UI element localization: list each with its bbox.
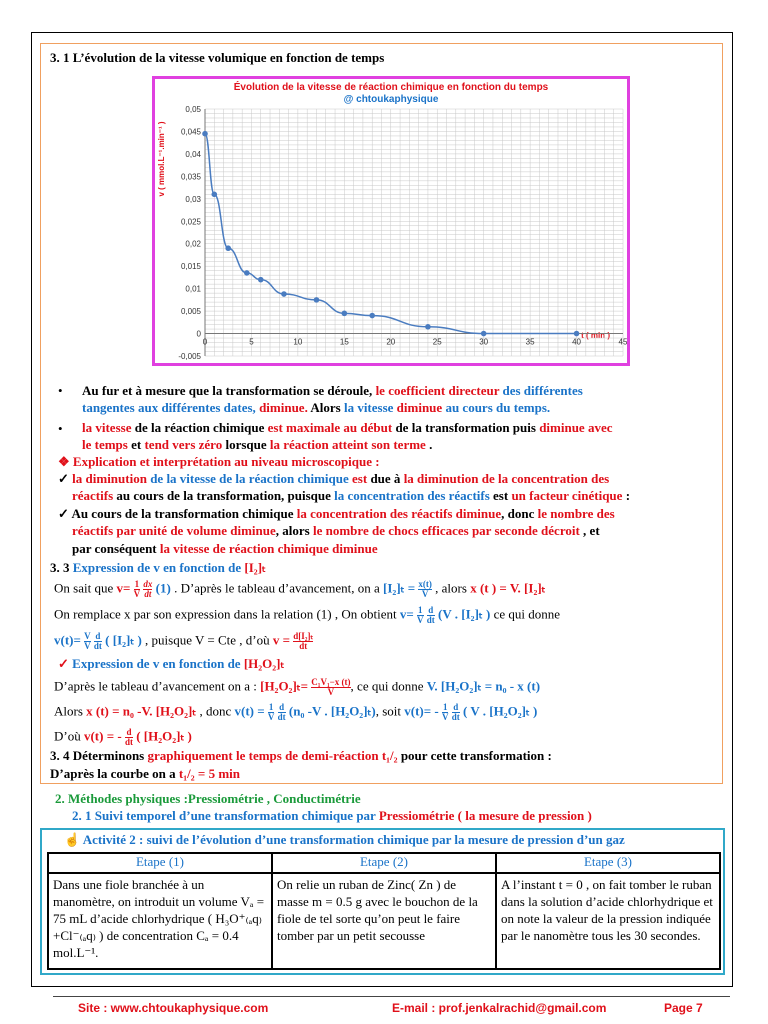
text: et <box>127 437 145 452</box>
text: la diminution de la concentration des <box>403 471 610 486</box>
text: : <box>622 488 631 503</box>
text: V <box>84 631 91 641</box>
text: au cours de la transformation, puisque <box>113 488 335 503</box>
chart-title: Évolution de la vitesse de réaction chimique en fonction du temps <box>233 82 549 93</box>
text: D’où <box>54 728 84 744</box>
x-tick-label: 45 <box>618 337 627 347</box>
data-point <box>314 297 320 303</box>
text: Expression de v en fonction de <box>69 560 245 575</box>
text: dt <box>277 712 286 722</box>
text: 3. 3 <box>50 560 70 575</box>
y-tick-label: 0,03 <box>185 194 201 204</box>
x-tick-label: 40 <box>572 337 582 347</box>
text: , alors <box>275 523 313 538</box>
x-tick-label: 35 <box>525 337 535 347</box>
x-tick-label: 20 <box>386 337 396 347</box>
explication-heading <box>58 454 380 470</box>
text: Alors <box>54 703 87 719</box>
text: On sait que <box>54 580 117 596</box>
section-2-1-title <box>72 808 592 824</box>
data-point <box>574 331 580 337</box>
chart-x-ticks <box>203 338 627 347</box>
data-point <box>342 311 348 317</box>
text: V <box>421 589 429 599</box>
text: 1 <box>134 579 140 589</box>
steps-table <box>47 852 721 970</box>
data-point <box>481 331 487 337</box>
text: (1) <box>152 580 171 596</box>
data-point <box>202 131 208 137</box>
text: . <box>425 437 433 452</box>
x-tick-label: 30 <box>479 337 489 347</box>
x-tick-label: 0 <box>202 337 208 347</box>
y-tick-label: 0,04 <box>185 149 201 159</box>
text: v(t)= - <box>404 703 442 719</box>
activity-title <box>64 832 625 848</box>
text: [H₂O₂]ₜ <box>243 656 285 671</box>
chart-y-label: v ( mmol.L⁻¹.min⁻¹ ) <box>157 121 166 197</box>
diamond-icon: ❖ <box>58 454 73 469</box>
text: V <box>441 712 449 722</box>
text: la vitesse <box>82 420 132 435</box>
text: v = <box>272 632 294 648</box>
bullet-1-line-1 <box>82 383 583 399</box>
bullet-dot: • <box>58 421 63 436</box>
bullet-1-line-2 <box>82 400 550 416</box>
s33b-line-1 <box>54 678 540 697</box>
text: Au fur et à mesure que la transformation se déroule, <box>82 383 376 398</box>
x-tick-label: 10 <box>293 337 303 347</box>
section-3-3-title <box>50 560 266 576</box>
text: Déterminons <box>69 748 148 763</box>
y-tick-label: 0,045 <box>180 127 201 137</box>
section-3-1-title: 3. 1 L’évolution de la vitesse volumique en fonction de temps <box>50 50 385 65</box>
text: V <box>84 641 91 651</box>
check-icon: ✓ <box>58 656 73 671</box>
text: Pressiométrie ( la mesure de pression ) <box>378 808 592 823</box>
text: V. [H₂O₂]ₜ = n₀ - x (t) <box>426 678 541 694</box>
x-tick-label: 5 <box>249 337 254 347</box>
s33b-title <box>58 656 284 672</box>
y-tick-label: 0,02 <box>185 239 201 249</box>
text: des différentes <box>499 383 583 398</box>
chart-subtitle: @ chtoukaphysique <box>343 94 439 105</box>
text: graphiquement le temps de demi-réaction t₁/₂ <box>147 748 398 763</box>
footer-site[interactable]: Site : www.chtoukaphysique.com <box>78 1001 269 1015</box>
text: dt <box>144 589 152 599</box>
text: x(t) <box>418 579 432 589</box>
text: la concentration des réactifs diminue <box>296 506 502 521</box>
text: un facteur cinétique <box>511 488 623 503</box>
table-cell: A l’instant t = 0 , on fait tomber le ruban dans la solution d’acide chlorhydrique et on note la valeur de la pression indiquée par le nanomètre tous les 30 secondes. <box>496 873 720 969</box>
text: V <box>133 589 141 599</box>
y-tick-label: 0,035 <box>180 172 201 182</box>
fraction <box>442 703 449 722</box>
s33b-line-2 <box>54 703 537 722</box>
bullet-2-line-2 <box>82 437 432 453</box>
text: d <box>95 631 101 641</box>
fraction <box>311 678 350 697</box>
text: d <box>126 727 132 737</box>
text: 1 <box>418 605 423 615</box>
text: de la transformation puis <box>392 420 540 435</box>
text: ( [H₂O₂]ₜ ) <box>132 728 192 744</box>
text: due à <box>367 471 404 486</box>
text: On remplace x par son expression dans la relation (1) , On obtient <box>54 606 400 622</box>
text: diminue avec <box>539 420 613 435</box>
text: ( V . [H₂O₂]ₜ ) <box>459 703 538 719</box>
checklist-1-line-1 <box>58 471 609 487</box>
text: C₁V₁−x (t) <box>311 677 351 687</box>
hand-pointer-icon: ☝ <box>64 832 83 847</box>
text: V <box>417 615 424 625</box>
text: le nombre des <box>537 506 615 521</box>
text: V <box>267 712 275 722</box>
text: (V . [I₂]ₜ ) <box>434 606 491 622</box>
text: 1 <box>268 702 274 712</box>
checklist-2-line-2 <box>72 523 600 539</box>
x-tick-label: 15 <box>339 337 349 347</box>
text: la vitesse de réaction chimique diminue <box>159 541 378 556</box>
text: pour cette transformation : <box>397 748 552 763</box>
text: v(t) = <box>234 703 268 719</box>
text: dt <box>451 712 460 722</box>
text: réactifs <box>72 488 114 503</box>
check-icon: ✓ <box>58 506 72 521</box>
s33b-line-3 <box>54 728 192 747</box>
text: (n₀ -V . [H₂O₂]ₜ) <box>285 703 376 719</box>
text: v(t) = - <box>83 728 125 744</box>
table-header-row <box>48 853 720 873</box>
section-3-4-line-2 <box>50 766 240 782</box>
text: 1 <box>442 702 448 712</box>
text: V <box>327 687 335 697</box>
text: lorsque <box>222 437 270 452</box>
text: d <box>428 605 434 615</box>
table-cell: On relie un ruban de Zinc( Zn ) de masse m = 0.5 g avec le bouchon de la fiole de tel sorte qu’on peut le faire tomber par un petit secousse <box>272 873 496 969</box>
text: dx <box>143 579 153 589</box>
chart-x-label: t ( min ) <box>581 331 610 340</box>
velocity-chart <box>155 79 627 363</box>
text: diminue. <box>259 400 308 415</box>
text: . D’après le tableau d’avancement, on a <box>170 580 384 596</box>
text: est <box>352 471 368 486</box>
fraction <box>125 728 133 747</box>
text: t₁/₂ = 5 min <box>178 766 240 781</box>
text: Expression de v en fonction de <box>72 656 244 671</box>
text: Activité 2 : suivi de l’évolution d’une transformation chimique par la mesure de pression d’un gaz <box>82 832 625 847</box>
fraction <box>452 703 460 722</box>
text: [I₂]ₜ = <box>383 580 419 596</box>
table-cell: Dans une fiole branchée à un manomètre, on introduit un volume Vₐ = 75 mL d’acide chlorhydrique ( H₃O⁺₍ₐq₎+Cl⁻₍ₐq₎ ) de concentration Cₐ = 0.4 mol.L⁻¹. <box>48 873 272 969</box>
text: D’après la courbe on a <box>50 766 179 781</box>
table-header: Etape (2) <box>272 853 496 873</box>
text: d <box>279 702 285 712</box>
fraction <box>278 703 286 722</box>
text: x (t ) = V. [I₂]ₜ <box>470 580 546 596</box>
fraction <box>84 632 91 651</box>
fraction <box>418 580 432 599</box>
text: la concentration des réactifs <box>334 488 490 503</box>
text: d[I₂]ₜ <box>293 631 314 641</box>
y-tick-label: -0,005 <box>178 352 201 361</box>
text: dt <box>426 615 435 625</box>
s33-line-3 <box>54 632 313 651</box>
y-tick-label: 0,025 <box>180 217 201 227</box>
text: le temps <box>82 437 128 452</box>
text: , alors <box>431 580 471 596</box>
text: dt <box>124 737 133 747</box>
data-point <box>258 277 264 283</box>
text: Alors <box>307 400 344 415</box>
text: ce qui donne <box>490 606 560 622</box>
section-3-4-title <box>50 748 552 764</box>
text: le nombre de chocs efficaces par seconde décroit <box>312 523 580 538</box>
check-icon: ✓ <box>58 471 73 486</box>
text: réactifs par unité de volume diminue <box>72 523 276 538</box>
table-header: Etape (1) <box>48 853 272 873</box>
text: tangentes aux différentes dates, <box>82 400 260 415</box>
text: d <box>453 702 459 712</box>
y-tick-label: 0,005 <box>180 307 201 317</box>
fraction <box>94 632 102 651</box>
text: Explication et interprétation au niveau microscopique : <box>72 454 380 469</box>
s33-line-2 <box>54 606 560 625</box>
footer-page: Page 7 <box>664 1001 703 1015</box>
s33-line-1 <box>54 580 546 599</box>
text: D’après le tableau d’avancement on a : <box>54 678 261 694</box>
y-tick-label: 0 <box>196 329 201 339</box>
text: dt <box>93 641 102 651</box>
text: la vitesse <box>343 400 394 415</box>
chart-grid <box>202 109 623 356</box>
checklist-2-line-3 <box>72 541 378 557</box>
data-point <box>211 192 217 198</box>
footer-email[interactable]: E-mail : prof.jenkalrachid@gmail.com <box>392 1001 607 1015</box>
data-point <box>225 245 231 251</box>
text: , et <box>579 523 600 538</box>
text: le coefficient directeur <box>375 383 500 398</box>
data-point <box>369 313 375 319</box>
text: la diminution <box>72 471 147 486</box>
text: diminue <box>393 400 443 415</box>
text: par conséquent <box>72 541 160 556</box>
text: de la réaction chimique <box>131 420 268 435</box>
bullet-dot: • <box>58 383 63 398</box>
text: de la vitesse de la réaction chimique <box>146 471 353 486</box>
text: tend vers zéro <box>144 437 223 452</box>
footer-rule <box>53 996 730 997</box>
chart-y-ticks <box>178 105 201 361</box>
chart-frame <box>152 76 630 366</box>
table-row <box>48 873 720 969</box>
text: v= <box>399 606 418 622</box>
y-tick-label: 0,01 <box>185 284 201 294</box>
checklist-1-line-2 <box>72 488 630 504</box>
text: dt <box>299 641 308 651</box>
table-header: Etape (3) <box>496 853 720 873</box>
text: [I₂]ₜ <box>244 560 266 575</box>
text: Au cours de la transformation chimique <box>71 506 297 521</box>
fraction <box>293 632 313 651</box>
y-tick-label: 0,05 <box>185 105 201 114</box>
text: la réaction atteint son terme <box>269 437 426 452</box>
text: [H₂O₂]ₜ= <box>260 678 312 694</box>
section-2-title: 2. Méthodes physiques :Pressiométrie , Conductimétrie <box>55 791 361 806</box>
data-point <box>244 270 250 276</box>
x-tick-label: 25 <box>432 337 442 347</box>
fraction <box>134 580 141 599</box>
text: , puisque V = Cte , d’où <box>145 632 273 648</box>
checklist-2-line-1 <box>58 506 615 522</box>
text: est <box>489 488 512 503</box>
text: x (t) = n₀ -V. [H₂O₂]ₜ <box>86 703 197 719</box>
fraction <box>427 606 435 625</box>
data-point <box>281 291 287 297</box>
text: , donc <box>501 506 538 521</box>
text: , donc <box>196 703 235 719</box>
fraction <box>417 606 424 625</box>
bullet-2-line-1 <box>82 420 613 436</box>
text: est maximale au début <box>267 420 393 435</box>
text: au cours du temps. <box>442 400 551 415</box>
text: v= <box>116 580 134 596</box>
text: v(t)= <box>54 632 85 648</box>
text: 2. 1 Suivi temporel d’une transformation chimique par <box>72 808 379 823</box>
text: ( [I₂]ₜ ) <box>101 632 146 648</box>
data-point <box>425 324 431 330</box>
text: 3. 4 <box>50 748 70 763</box>
text: , ce qui donne <box>350 678 427 694</box>
y-tick-label: 0,015 <box>180 262 201 272</box>
text: , soit <box>375 703 405 719</box>
fraction <box>268 703 275 722</box>
